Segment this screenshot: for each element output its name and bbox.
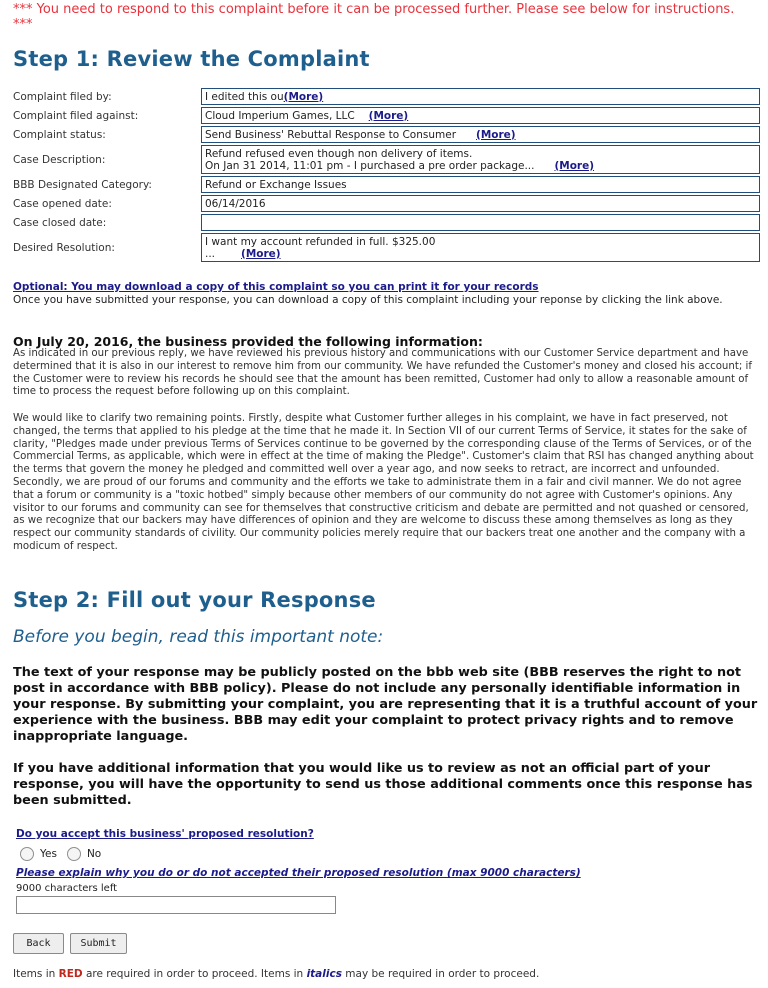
download-complaint-link[interactable]: Optional: You may download a copy of this complaint so you can print it for your records: [13, 281, 539, 293]
business-response-paragraph: As indicated in our previous reply, we have reviewed his previous history and communications with our Customer Service department and have determined that it is also in our interest to remove him from our community. We have refunded the Customer's money and closed his account; if the Customer were to review his records he should see that the amount has been remitted, Customer had only to allow a reasonable amount of time to process the request before following up on this complaint.: [13, 348, 752, 398]
field-label: Case Description:: [13, 153, 106, 166]
radio-no-label: No: [86, 848, 102, 860]
more-link[interactable]: (More): [241, 247, 281, 260]
accept-resolution-radio-group: [20, 847, 101, 861]
important-note-paragraph: The text of your response may be publicly posted on the bbb web site (BBB reserves the right to not post in accordance with BBB policy). Please do not include any personally identifiable information in your response. By submitting your complaint, you are representing that it is a truthful account of your experience with the business. BBB may edit your complaint to protect privacy rights and to remove inappropriate language.: [13, 665, 758, 744]
case-description-value: [201, 145, 760, 174]
field-label: Complaint filed by:: [13, 90, 112, 103]
field-value: I want my account refunded in full. $325.00: [205, 235, 436, 248]
more-link[interactable]: (More): [476, 128, 516, 141]
legend-italics-text: italics: [306, 968, 342, 980]
radio-yes[interactable]: [20, 847, 34, 861]
step2-heading: Step 2: Fill out your Response: [13, 588, 376, 612]
required-items-legend: [13, 968, 539, 980]
back-button[interactable]: Back: [13, 933, 64, 954]
accept-resolution-question: Do you accept this business' proposed resolution?: [16, 828, 314, 840]
bbb-category-value: Refund or Exchange Issues: [201, 176, 760, 193]
business-response-heading: On July 20, 2016, the business provided the following information:: [13, 334, 483, 349]
case-opened-row: [13, 195, 760, 212]
field-label: BBB Designated Category:: [13, 178, 152, 191]
optional-download-section: [13, 281, 723, 307]
characters-left-counter: 9000 characters left: [16, 883, 118, 894]
field-label: Case opened date:: [13, 197, 112, 210]
more-link[interactable]: (More): [554, 159, 595, 172]
required-response-warning: *** You need to respond to this complaint before it can be processed further. Please see below for instructions. ***: [13, 2, 735, 32]
field-label: Complaint filed against:: [13, 109, 139, 122]
field-label: Complaint status:: [13, 128, 106, 141]
desired-resolution-row: [13, 233, 760, 262]
case-closed-row: [13, 214, 760, 231]
radio-no[interactable]: [67, 847, 81, 861]
case-closed-value: [201, 214, 760, 231]
field-value: Send Business' Rebuttal Response to Consumer: [205, 128, 457, 141]
field-value: Refund refused even though non delivery of items.: [205, 147, 473, 160]
complaint-filed-against-row: [13, 107, 760, 124]
field-value: Cloud Imperium Games, LLC: [205, 109, 355, 122]
legend-text: Items in: [13, 968, 59, 980]
download-info-text: Once you have submitted your response, you can download a copy of this complaint including your reponse by clicking the link above.: [13, 294, 723, 306]
field-label: Case closed date:: [13, 216, 107, 229]
field-label: Desired Resolution:: [13, 241, 115, 254]
more-link[interactable]: (More): [283, 90, 324, 103]
complaint-details-table: [13, 86, 760, 264]
case-description-row: [13, 145, 760, 174]
legend-red-text: RED: [58, 968, 83, 980]
field-value: ...: [205, 247, 216, 260]
more-link[interactable]: (More): [368, 109, 409, 122]
complaint-status-value: [201, 126, 760, 143]
important-note-heading: Before you begin, read this important note:: [13, 627, 384, 647]
field-value: I edited this ou: [205, 90, 284, 103]
complaint-filed-by-row: [13, 88, 760, 105]
complaint-filed-by-value: [201, 88, 760, 105]
legend-text: may be required in order to proceed.: [341, 968, 540, 980]
complaint-filed-against-value: [201, 107, 760, 124]
explanation-textarea[interactable]: [16, 896, 336, 914]
desired-resolution-value: [201, 233, 760, 262]
important-note-paragraph: If you have additional information that you would like us to review as not an official part of your response, you will have the opportunity to send us those additional comments once this response has been submitted.: [13, 761, 753, 808]
bbb-category-row: [13, 176, 760, 193]
legend-text: are required in order to proceed. Items in: [82, 968, 307, 980]
case-opened-value: 06/14/2016: [201, 195, 760, 212]
radio-yes-label: Yes: [40, 848, 57, 860]
business-response-paragraph: We would like to clarify two remaining points. Firstly, despite what Customer further alleges in his complaint, we have in fact preserved, not changed, the terms that applied to his pledge at the time that he made it. In Section VII of our current Terms of Service, it states for the sake of clarity, "Pledges made under previous Terms of Services continue to be governed by the corresponding clause of the Terms of Services, or of the Commercial Terms, as applicable, which were in effect at the time of making the Pledge". Customer's claim that RSI has changed anything about the terms that govern the money he pledged and committed well over a year ago, and now seeks to retract, are incorrect and unfounded. Secondly, we are proud of our forums and community and the efforts we take to administrate them in a fair and civil manner. We do not agree that a forum or community is a "toxic hotbed" simply because other members of our community do not agree with Customer's opinions. Any visitor to our forums and community can see for themselves that constructive criticism and debate are permitted and not quashed or censored, as we recognize that our backers may have differences of opinion and they are welcome to discuss these among themselves as long as they respect our community standards of civility. Our community policies merely require that our backers treat one another and the company with a modicum of respect.: [13, 413, 754, 552]
explain-resolution-label: Please explain why you do or do not accepted their proposed resolution (max 9000 characters): [16, 867, 581, 879]
submit-button[interactable]: Submit: [70, 933, 127, 954]
complaint-status-row: [13, 126, 760, 143]
step1-heading: Step 1: Review the Complaint: [13, 47, 370, 71]
field-value: On Jan 31 2014, 11:01 pm - I purchased a pre order package...: [205, 159, 535, 172]
